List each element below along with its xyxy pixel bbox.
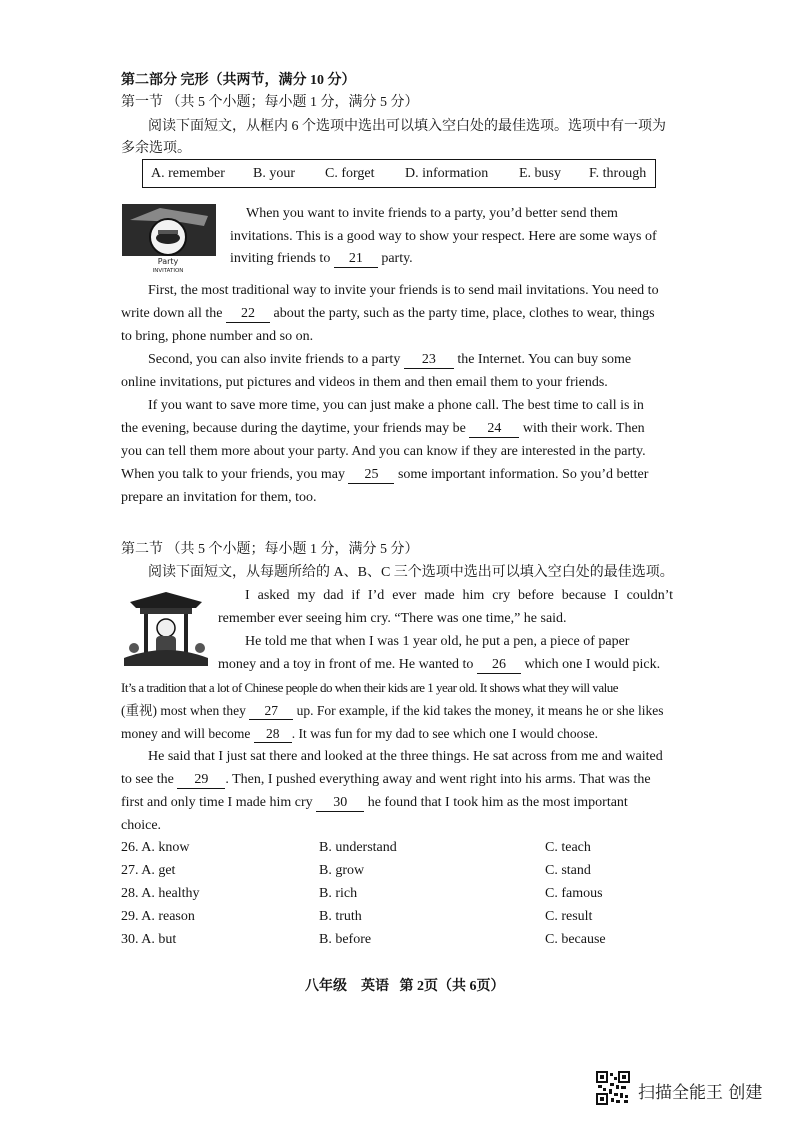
option-c: C. forget	[325, 166, 375, 181]
choice-27-c: C. stand	[545, 863, 591, 878]
section1-instruction-line2: 多余选项。	[121, 141, 191, 156]
blank-29: 29	[177, 772, 225, 789]
passage2-line10: first and only time I made him cry 30 he found that I took him as the most important	[121, 795, 628, 810]
section1-title: 第一节 （共 5 个小题；每小题 1 分，满分 5 分）	[121, 95, 419, 110]
passage1-line6: to bring, phone number and so on.	[121, 329, 314, 344]
options-box	[142, 159, 656, 188]
passage1-line8: online invitations, put pictures and videos in them and then email them to your friends.	[121, 375, 608, 390]
scanner-watermark: 扫描全能王 创建	[638, 1083, 763, 1103]
blank-21: 21	[334, 251, 378, 268]
option-d: D. information	[405, 166, 489, 181]
passage1-line13: prepare an invitation for them, too.	[121, 490, 317, 505]
passage1-line9: If you want to save more time, you can just make a phone call. The best time to call is in	[148, 398, 644, 413]
option-a: A. remember	[151, 166, 225, 181]
family-illustration	[120, 588, 212, 668]
passage1-line11: you can tell them more about your party. And you can know if they are interested in the party.	[121, 444, 646, 459]
passage2-line2: remember ever seeing him cry. “There was one time,” he said.	[218, 611, 567, 626]
choice-30-b: B. before	[319, 932, 372, 947]
passage2-line5: It’s a tradition that a lot of Chinese people do when their kids are 1 year old. It shows what they will value	[121, 680, 619, 695]
passage2-line9: to see the 29 . Then, I pushed everything away and went right into his arms. That was the	[121, 772, 651, 787]
section1-instruction-line1: 阅读下面短文，从框内 6 个选项中选出可以填入空白处的最佳选项。选项中有一项为	[148, 119, 666, 134]
choice-28-b: B. rich	[319, 886, 358, 901]
section2-title: 第二节 （共 5 个小题；每小题 1 分，满分 5 分）	[121, 542, 419, 557]
passage1-line1: When you want to invite friends to a party, you’d better send them	[246, 206, 618, 221]
option-f: F. through	[589, 166, 647, 181]
blank-24: 24	[469, 421, 519, 438]
choice-29-a: 29. A. reason	[121, 909, 195, 924]
passage1-line7: Second, you can also invite friends to a party 23 the Internet. You can buy some	[148, 352, 632, 367]
passage2-line7: money and will become 28 . It was fun for my dad to see which one I would choose.	[121, 726, 599, 741]
choice-29-c: C. result	[545, 909, 593, 924]
choice-27-b: B. grow	[319, 863, 365, 878]
choice-30-c: C. because	[545, 932, 606, 947]
party-invitation-image	[120, 202, 220, 274]
passage2-line11: choice.	[121, 818, 162, 833]
passage1-line10: the evening, because during the daytime, your friends may be 24 with their work. Then	[121, 421, 645, 436]
section2-instruction: 阅读下面短文，从每题所给的 A、B、C 三个选项中选出可以填入空白处的最佳选项。	[148, 565, 674, 580]
passage1-line12: When you talk to your friends, you may 25 some important information. So you’d better	[121, 467, 649, 482]
passage1-line2: invitations. This is a good way to show your respect. Here are some ways of	[230, 229, 657, 244]
blank-27: 27	[249, 703, 293, 720]
choice-26-a: 26. A. know	[121, 840, 190, 855]
choice-27-a: 27. A. get	[121, 863, 176, 878]
blank-22: 22	[226, 306, 270, 323]
choice-26-c: C. teach	[545, 840, 591, 855]
blank-30: 30	[316, 795, 364, 812]
choice-28-c: C. famous	[545, 886, 603, 901]
passage1-line4: First, the most traditional way to invite your friends is to send mail invitations. You need to	[148, 283, 659, 298]
part-heading: 第二部分 完形（共两节，满分 10 分）	[121, 73, 356, 88]
choice-28-a: 28. A. healthy	[121, 886, 200, 901]
blank-26: 26	[477, 657, 521, 674]
passage2-line6: (重视) most when they 27 up. For example, if the kid takes the money, it means he or she likes	[121, 703, 664, 718]
page-footer: 八年级 英语 第 2页（共 6页）	[305, 979, 505, 994]
blank-25: 25	[348, 467, 394, 484]
blank-23: 23	[404, 352, 454, 369]
qr-code-icon	[596, 1071, 630, 1105]
image-label-invitation: INVITATION	[152, 268, 184, 274]
passage1-line3: inviting friends to 21 party.	[230, 251, 413, 266]
option-b: B. your	[253, 166, 295, 181]
choice-29-b: B. truth	[319, 909, 362, 924]
passage2-line3: He told me that when I was 1 year old, he put a pen, a piece of paper	[245, 634, 630, 649]
passage1-line5: write down all the 22 about the party, such as the party time, place, clothes to wear, things	[121, 306, 655, 321]
passage2-line1: I asked my dad if I’d ever made him cry before because I couldn’t	[245, 588, 673, 603]
option-e: E. busy	[519, 166, 561, 181]
image-label-party: Party	[157, 257, 179, 266]
choice-26-b: B. understand	[319, 840, 397, 855]
blank-28: 28	[254, 726, 292, 743]
passage2-line4: money and a toy in front of me. He wanted to 26 which one I would pick.	[218, 657, 661, 672]
passage2-line8: He said that I just sat there and looked at the three things. He sat across from me and waited	[148, 749, 663, 764]
choice-30-a: 30. A. but	[121, 932, 177, 947]
